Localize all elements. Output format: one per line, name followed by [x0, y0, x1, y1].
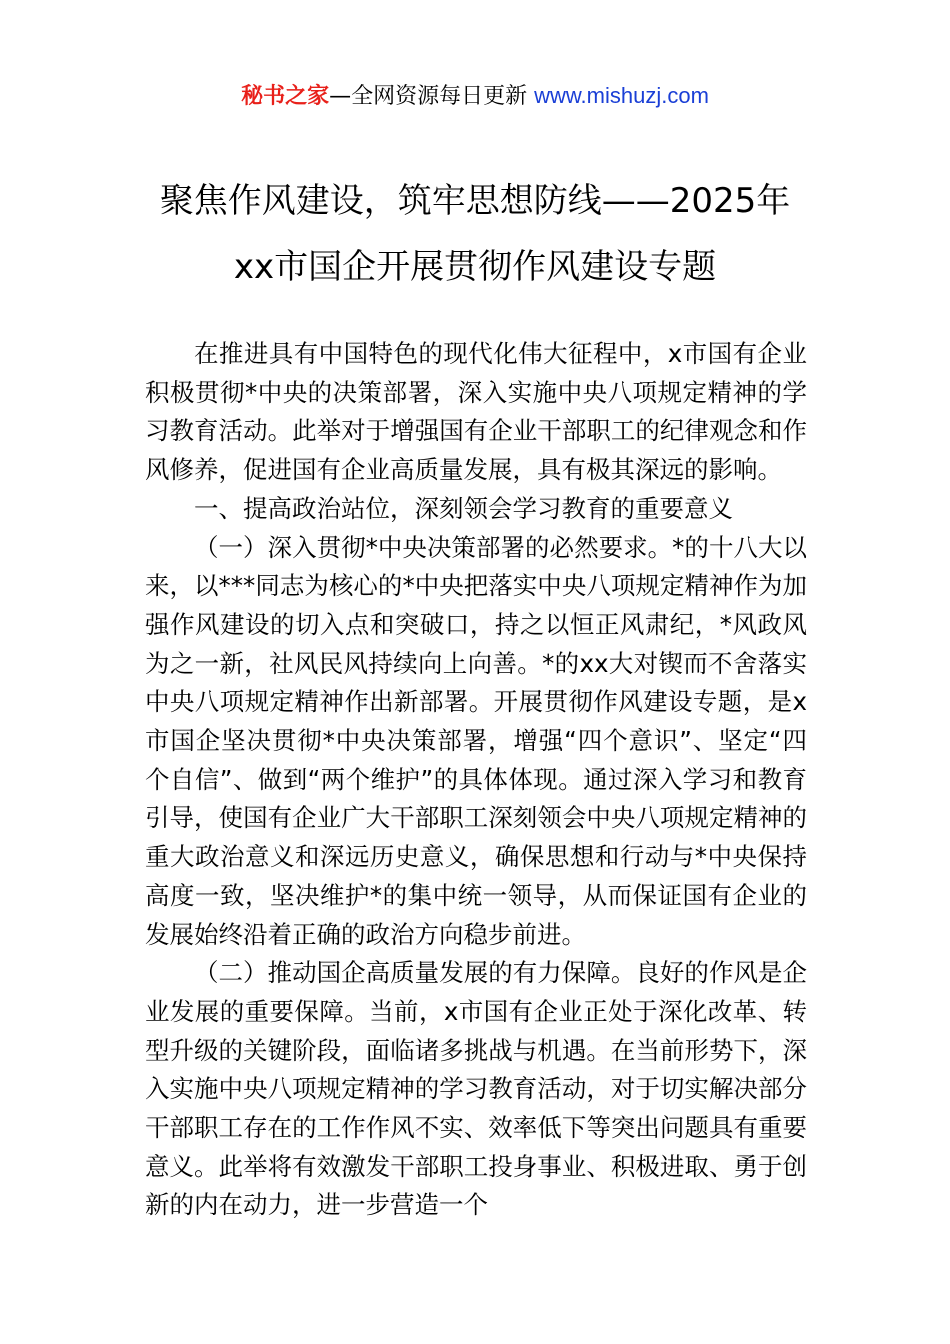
paragraph-1-2: （二）推动国企高质量发展的有力保障。良好的作风是企业发展的重要保障。当前，x市国有企业正处于深化改革、转型升级的关键阶段，面临诸多挑战与机遇。在当前形势下，深入实施中央八项规定精神的学习教育活动，对于切实解决部分干部职工存在的工作作风不实、效率低下等突出问题具有重要意义。此举将有效激发干部职工投身事业、积极进取、勇于创新的内在动力，进一步营造一个	[145, 958, 807, 1220]
site-url[interactable]: www.mishuzj.com	[534, 83, 709, 108]
watermark-header	[0, 80, 950, 113]
paragraph-intro: 在推进具有中国特色的现代化伟大征程中，x市国有企业积极贯彻*中央的决策部署，深入实施中央八项规定精神的学习教育活动。此举对于增强国有企业干部职工的纪律观念和作风修养，促进国有企业高质量发展，具有极其深远的影响。	[145, 339, 807, 485]
title-line-2: xx市国企开展贯彻作风建设专题	[233, 247, 717, 287]
document-body	[145, 335, 807, 1225]
section-heading-1: 一、提高政治站位，深刻领会学习教育的重要意义	[194, 493, 733, 523]
document-title	[100, 168, 850, 300]
brand-name: 秘书之家	[241, 84, 330, 109]
header-tagline: —全网资源每日更新	[329, 84, 535, 109]
paragraph-1-1: （一）深入贯彻*中央决策部署的必然要求。*的十八大以来，以***同志为核心的*中央把落实中央八项规定精神作为加强作风建设的切入点和突破口，持之以恒正风肃纪，*风政风为之一新，社风民风持续向上向善。*的xx大对锲而不舍落实中央八项规定精神作出新部署。开展贯彻作风建设专题，是x市国企坚决贯彻*中央决策部署，增强“四个意识”、坚定“四个自信”、做到“两个维护”的具体体现。通过深入学习和教育引导，使国有企业广大干部职工深刻领会中央八项规定精神的重大政治意义和深远历史意义，确保思想和行动与*中央保持高度一致，坚决维护*的集中统一领导，从而保证国有企业的发展始终沿着正确的政治方向稳步前进。	[145, 532, 807, 949]
title-line-1: 聚焦作风建设，筑牢思想防线——2025年	[159, 181, 791, 221]
